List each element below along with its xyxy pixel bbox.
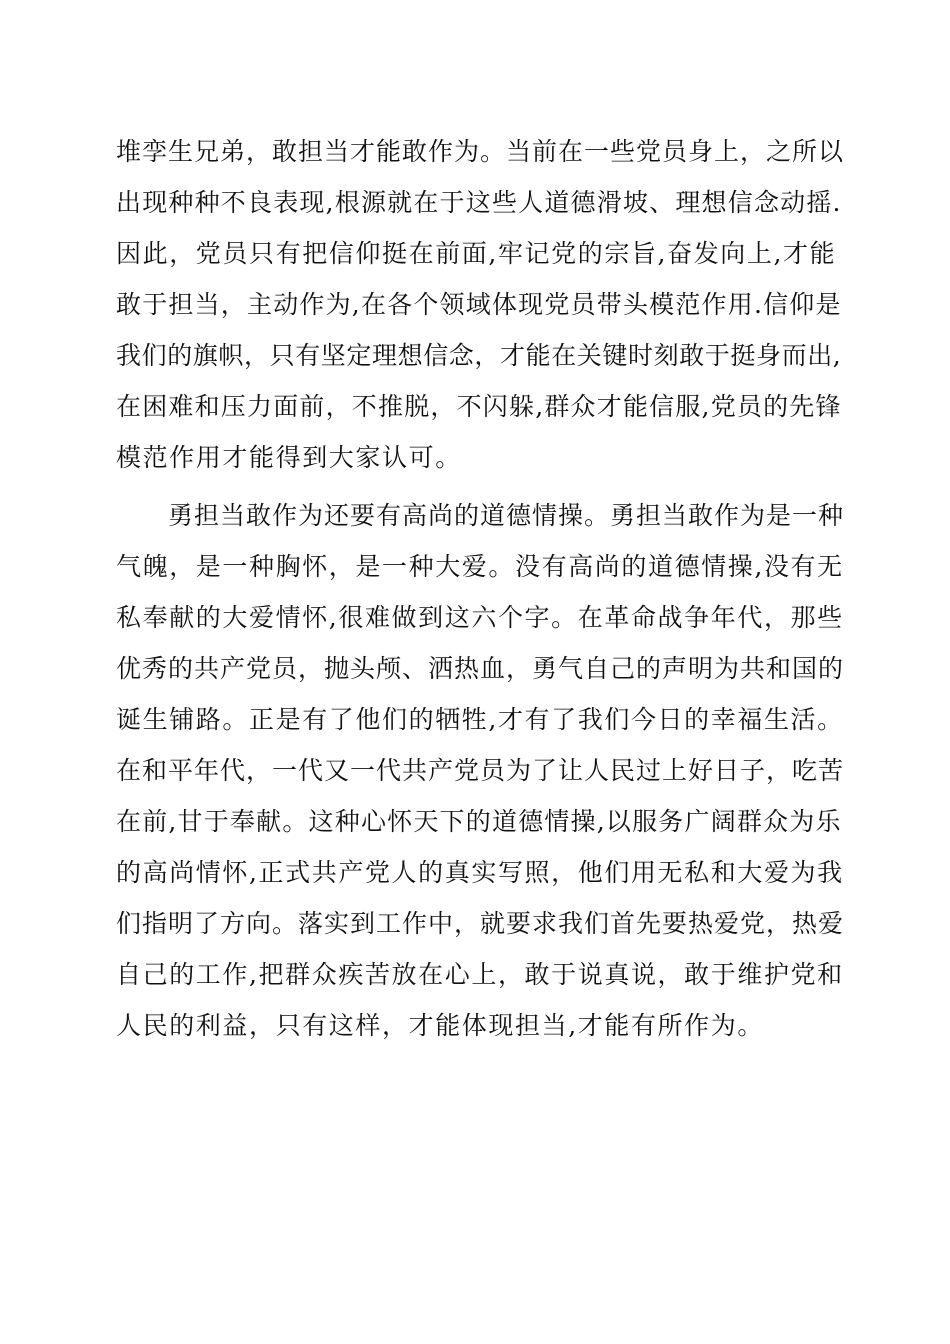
paragraph-2-line: 们指明了方向。落实到工作中，就要求我们首先要热爱党，热爱: [116, 909, 845, 938]
paragraph-2-line: 优秀的共产党员，抛头颅、洒热血，勇气自己的声明为共和国的: [116, 654, 845, 683]
paragraph-2-line: 勇担当敢作为还要有高尚的道德情操。勇担当敢作为是一种: [168, 501, 845, 530]
paragraph-1-line: 堆孪生兄弟，敢担当才能敢作为。当前在一些党员身上，之所以: [116, 137, 845, 166]
paragraph-2-line: 气魄，是一种胸怀，是一种大爱。没有高尚的道德情操,没有无: [116, 552, 844, 581]
paragraph-2-line: 在和平年代，一代又一代共产党员为了让人民过上好日子，吃苦: [116, 756, 845, 785]
paragraph-1: [116, 126, 846, 483]
paragraph-2-line: 私奉献的大爱情怀,很难做到这六个字。在革命战争年代，那些: [116, 603, 844, 632]
paragraph-1-line: 敢于担当，主动作为,在各个领域体现党员带头模范作用.信仰是: [116, 290, 842, 319]
paragraph-1-line: 因此，党员只有把信仰挺在前面,牢记党的宗旨,奋发向上,才能: [116, 239, 837, 268]
paragraph-1-line: 我们的旗帜，只有坚定理想信念，才能在关键时刻敢于挺身而出,: [116, 341, 842, 370]
paragraph-1-line: 模范作用才能得到大家认可。: [116, 443, 462, 472]
paragraph-2-line: 自己的工作,把群众疾苦放在心上，敢于说真说，敢于维护党和: [116, 960, 844, 989]
paragraph-2-line: 诞生铺路。正是有了他们的牺牲,才有了我们今日的幸福生活。: [116, 705, 844, 734]
paragraph-1-line: 在困难和压力面前，不推脱，不闪躲,群众才能信服,党员的先锋: [116, 392, 842, 421]
paragraph-2-line: 在前,甘于奉献。这种心怀天下的道德情操,以服务广阔群众为乐: [116, 807, 842, 836]
paragraph-2-line: 人民的利益，只有这样，才能体现担当,才能有所作为。: [116, 1011, 764, 1040]
paragraph-2-line: 的高尚情怀,正式共产党人的真实写照，他们用无私和大爱为我: [116, 858, 844, 887]
paragraph-2: [116, 490, 846, 1051]
paragraph-1-line: 出现种种不良表现,根源就在于这些人道德滑坡、理想信念动摇.: [116, 188, 842, 217]
